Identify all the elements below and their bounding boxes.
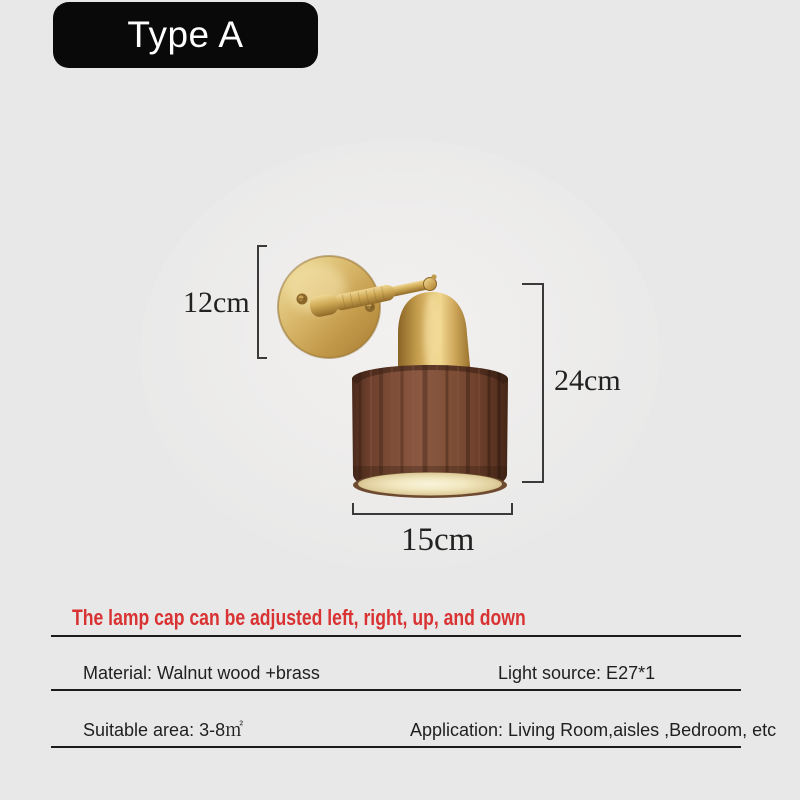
separator-line xyxy=(51,635,741,637)
type-badge-label: Type A xyxy=(127,14,244,55)
light-diffuser xyxy=(358,473,502,496)
spec-suitable-area: Suitable area: 3-8㎡ xyxy=(83,720,244,740)
spec-light-source: Light source: E27*1 xyxy=(498,663,656,683)
type-badge xyxy=(53,2,318,68)
wood-shade xyxy=(352,364,508,498)
mounting-screw xyxy=(297,294,308,305)
spec-material: Material: Walnut wood +brass xyxy=(83,663,320,683)
dimension-label-shade-width: 15cm xyxy=(401,522,475,558)
separator-line xyxy=(51,746,741,748)
adjustment-note: The lamp cap can be adjusted left, right, up, and down xyxy=(72,605,526,630)
dimension-label-total-height: 24cm xyxy=(554,364,621,397)
separator-line xyxy=(51,689,741,691)
spec-application: Application: Living Room,aisles ,Bedroom, etc xyxy=(410,720,777,740)
dimension-label-plate-height: 12cm xyxy=(183,286,250,319)
